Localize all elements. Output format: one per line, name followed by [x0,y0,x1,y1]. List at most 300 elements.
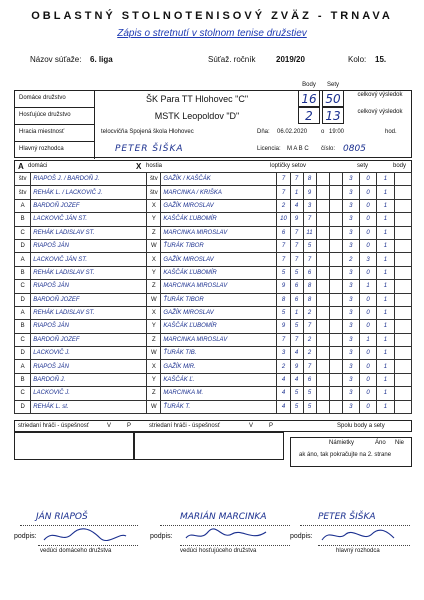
remarks-box [290,437,412,467]
referee-sign-label: podpis: [290,533,313,540]
points-home: 1 [377,226,394,239]
away-player-name: MARCINKA MIROSLAV [161,226,277,239]
away-player-slot: X [147,253,161,266]
away-tag: X [136,162,142,171]
home-subs-p: P [127,423,132,429]
set-score: 1 [290,186,303,199]
remarks-no[interactable]: Nie [395,440,405,446]
set-score [329,266,342,279]
set-score [316,320,329,333]
points-away [394,320,411,333]
set-score: 9 [290,360,303,373]
sets-won-home: 3 [342,266,359,279]
home-player-slot: C [15,280,31,293]
match-row [15,280,412,293]
home-player-slot: A [15,306,31,319]
match-row [15,320,412,333]
license-options: M A B C [287,146,309,152]
set-score [329,293,342,306]
sets-won-home: 3 [342,293,359,306]
set-score: 8 [303,173,316,186]
sets-won-away: 0 [359,387,376,400]
points-home: 1 [377,199,394,212]
referee-name: PETER ŠIŠKA [318,512,376,522]
referee-label: Hlavný rozhodca [15,142,95,159]
points-home: 1 [377,333,394,346]
set-score: 5 [303,387,316,400]
home-subs-box [14,432,134,460]
sets-won-away: 0 [359,360,376,373]
home-player-slot: C [15,226,31,239]
set-score [316,239,329,252]
home-body-value: 16 [301,92,317,106]
points-home: 1 [377,186,394,199]
points-away [394,186,411,199]
set-score [329,199,342,212]
points-away [394,173,411,186]
season-value: 2019/20 [276,55,305,64]
set-score [316,280,329,293]
set-score [316,186,329,199]
away-player-name: KAŠČÁK ĽUBOMÍR [161,320,277,333]
referee-sign-line [318,545,410,546]
home-team-label: Domáce družstvo [15,91,95,108]
points-home: 1 [377,347,394,360]
points-home: 1 [377,266,394,279]
away-player-name: MARCINKA MIROSLAV [161,333,277,346]
set-score: 4 [277,373,290,386]
sets-won-away: 1 [359,280,376,293]
points-home: 1 [377,239,394,252]
match-row [15,387,412,400]
home-player-name: RIAPOŠ JÁN [31,239,147,252]
venue-value: telocvičňa Spojená škola Hlohovec [101,129,194,135]
set-score [316,347,329,360]
away-player-name: MARCINKA / KRIŠKA [161,186,277,199]
home-player-name: RIAPOŠ JÁN [31,360,147,373]
home-player-slot: A [15,199,31,212]
match-row [15,360,412,373]
sets-won-away: 0 [359,347,376,360]
points-away [394,306,411,319]
away-player-slot: X [147,199,161,212]
points-home: 1 [377,306,394,319]
home-player-slot: D [15,347,31,360]
form-subtitle: Zápis o stretnutí v stolnom tenise družstiev [117,28,307,39]
away-subs-label: striedaní hráči - úspešnosť [149,423,220,429]
away-team-value: MSTK Leopoldov "D" [154,111,240,121]
away-subs-box [134,432,284,460]
points-away [394,293,411,306]
match-row [15,400,412,413]
home-leader-name: JÁN RIAPOŠ [36,512,88,522]
sets-won-away: 0 [359,400,376,413]
match-row [15,306,412,319]
set-score [316,387,329,400]
away-player-slot: Z [147,226,161,239]
set-score: 5 [290,266,303,279]
sety-header: Sety [326,82,339,88]
set-score: 7 [290,226,303,239]
points-home: 1 [377,293,394,306]
points-home: 1 [377,320,394,333]
set-score [329,280,342,293]
away-player-name: KAŠČÁK ĽUBOMÍR [161,213,277,226]
away-player-slot: X [147,360,161,373]
sets-won-away: 0 [359,239,376,252]
home-leader-caption: vedúci domáceho družstva [40,548,112,554]
set-score: 4 [290,373,303,386]
set-score [316,173,329,186]
set-score: 6 [290,280,303,293]
away-player-slot: W [147,400,161,413]
home-player-name: LACKOVIČ JÁN ST. [31,213,147,226]
set-score: 11 [303,226,316,239]
home-player-slot: C [15,333,31,346]
away-player-name: GAŽÍK MIROSLAV [161,199,277,212]
match-row [15,347,412,360]
body-header: Body [302,82,316,88]
home-signature-image [40,526,130,546]
points-away [394,199,411,212]
set-score [329,320,342,333]
home-sety-value: 50 [325,92,341,106]
points-away [394,280,411,293]
away-player-slot: W [147,239,161,252]
set-score [316,253,329,266]
sets-won-home: 3 [342,347,359,360]
set-score: 6 [303,266,316,279]
set-score: 5 [277,306,290,319]
sets-won-home: 3 [342,199,359,212]
referee-value: PETER ŠIŠKA [115,144,184,154]
sets-won-home: 3 [342,239,359,252]
set-score: 7 [277,239,290,252]
set-score [329,387,342,400]
set-score: 1 [290,306,303,319]
sets-won-away: 0 [359,213,376,226]
set-score: 9 [290,213,303,226]
match-row [15,186,412,199]
home-player-name: BARDOŇ JOZEF [31,293,147,306]
set-score [329,333,342,346]
sets-won-away: 0 [359,226,376,239]
remarks-continue: ak áno, tak pokračujte na 2. strane [299,452,392,458]
away-player-slot: Y [147,266,161,279]
set-score: 6 [290,293,303,306]
home-player-slot: D [15,239,31,252]
set-score: 3 [277,347,290,360]
home-player-name: BARDOŇ J. [31,373,147,386]
sets-won-home: 3 [342,360,359,373]
home-player-slot: D [15,400,31,413]
referee-caption: hlavný rozhodca [336,548,380,554]
away-player-slot: Y [147,373,161,386]
set-score [329,360,342,373]
set-score: 5 [303,239,316,252]
match-row [15,173,412,186]
subs-row [14,420,412,432]
away-player-slot: Y [147,213,161,226]
set-score: 7 [290,253,303,266]
match-row [15,293,412,306]
away-player-name: ŤURÁK T. [161,400,277,413]
away-subs-v: V [249,423,254,429]
set-points-label: loptičky setov [270,163,307,169]
home-tag: A [18,162,24,171]
round-value: 15. [375,55,387,64]
points-away [394,266,411,279]
points-home: 1 [377,213,394,226]
sets-won-away: 0 [359,306,376,319]
match-row [15,199,412,212]
away-body-cell [298,107,320,124]
match-info-block [14,90,412,158]
match-row [15,333,412,346]
set-score: 6 [277,226,290,239]
set-score: 7 [277,186,290,199]
overall-label-home: celkový výsledok [357,92,403,98]
away-subs-p: P [269,423,274,429]
points-away [394,333,411,346]
sets-won-away: 0 [359,293,376,306]
away-team-label: Hosťujúce družstvo [15,108,95,125]
sety-column-label: sety [357,163,369,169]
home-player-name: BARDOŇ JOZEF [31,199,147,212]
set-score [316,373,329,386]
set-score: 9 [277,320,290,333]
home-player-name: REHÁK LADISLAV ST. [31,266,147,279]
match-table [14,172,412,414]
set-score [316,199,329,212]
home-player-slot: B [15,373,31,386]
set-score [316,306,329,319]
remarks-yes[interactable]: Áno [375,440,386,446]
away-signature-image [182,526,272,546]
home-sign-label: podpis: [14,533,37,540]
set-score [329,186,342,199]
set-score: 5 [290,400,303,413]
set-score: 5 [290,387,303,400]
time-label: o [321,129,325,135]
date-label: Dňa: [257,129,270,135]
away-player-name: MARCINKA MIROSLAV [161,280,277,293]
away-player-name: ŤURÁK TIBOR [161,239,277,252]
home-player-slot: B [15,266,31,279]
set-score: 7 [290,173,303,186]
set-score: 2 [277,360,290,373]
home-body-cell [298,90,320,107]
set-score [329,347,342,360]
home-player-slot: D [15,293,31,306]
round-label: Kolo: [348,55,367,64]
away-player-name: KAŠČÁK Ľ. [161,373,277,386]
form-title: OBLASTNÝ STOLNOTENISOVÝ ZVÄZ - TRNAVA [31,10,393,22]
set-score [316,213,329,226]
points-away [394,226,411,239]
away-player-name: GAŽÍK MIROSLAV [161,253,277,266]
grid-header [14,160,412,172]
away-sety-cell [322,107,344,124]
home-player-name: LACKOVIČ JÁN ST. [31,253,147,266]
sets-won-away: 0 [359,320,376,333]
away-player-slot: W [147,347,161,360]
time-unit: hod. [385,129,397,135]
sets-won-home: 3 [342,306,359,319]
set-score: 2 [303,333,316,346]
sets-won-home: 3 [342,373,359,386]
sets-won-home: 2 [342,253,359,266]
points-away [394,239,411,252]
sets-won-away: 3 [359,253,376,266]
sets-won-home: 3 [342,280,359,293]
set-score: 7 [277,333,290,346]
set-score [316,293,329,306]
league-label: Názov súťaže: [30,55,82,64]
match-row [15,239,412,252]
away-player-name: KAŠČÁK ĽUBOMÍR [161,266,277,279]
venue-label: Hracia miestnosť [15,125,95,142]
set-score: 8 [303,293,316,306]
set-score: 9 [303,186,316,199]
set-score: 4 [290,347,303,360]
points-home: 1 [377,360,394,373]
home-player-slot: B [15,320,31,333]
match-row [15,373,412,386]
away-column-label: hostia [146,163,163,169]
points-home: 1 [377,373,394,386]
home-player-name: RIAPOŠ J. / BARDOŇ J. [31,173,147,186]
license-label: Licencia: [257,146,281,152]
points-home: 1 [377,400,394,413]
season-label: Súťaž. ročník [208,55,256,64]
set-score [329,253,342,266]
match-row [15,213,412,226]
set-score: 6 [303,373,316,386]
sets-won-away: 1 [359,333,376,346]
license-number-value: 0805 [343,144,366,154]
points-away [394,387,411,400]
away-leader-name: MARIÁN MARCINKA [180,512,267,522]
away-player-slot: W [147,293,161,306]
away-player-slot: Y [147,320,161,333]
meta-line [30,55,410,69]
home-player-name: REHÁK L. / LACKOVIČ J. [31,186,147,199]
away-player-slot: Z [147,333,161,346]
sets-won-home: 3 [342,333,359,346]
home-player-name: REHÁK L. st. [31,400,147,413]
away-player-slot: Z [147,280,161,293]
set-score: 8 [303,280,316,293]
away-sety-value: 13 [325,109,341,123]
sets-won-home: 3 [342,320,359,333]
set-score: 7 [277,253,290,266]
set-score: 2 [303,306,316,319]
set-score: 7 [303,320,316,333]
sets-won-away: 0 [359,173,376,186]
sets-won-home: 3 [342,226,359,239]
set-score: 7 [290,239,303,252]
set-score: 9 [277,280,290,293]
set-score: 10 [277,213,290,226]
body-column-label: body [393,163,407,169]
home-sety-cell [322,90,344,107]
set-score: 2 [303,347,316,360]
referee-signature-image [318,526,398,546]
set-score [329,226,342,239]
set-score [316,400,329,413]
away-player-slot: štv [147,173,161,186]
set-score [329,400,342,413]
set-score: 4 [277,400,290,413]
points-away [394,400,411,413]
set-score: 5 [277,266,290,279]
home-team-value: ŠK Para TT Hlohovec "C" [145,94,249,104]
remarks-label: Námietky [329,440,355,446]
home-player-name: REHÁK LADISLAV ST. [31,306,147,319]
set-score: 8 [277,293,290,306]
away-player-slot: Z [147,387,161,400]
home-player-slot: štv [15,173,31,186]
match-row [15,253,412,266]
set-score: 3 [303,199,316,212]
set-score [316,360,329,373]
set-score [329,213,342,226]
sets-won-home: 3 [342,186,359,199]
set-score [329,306,342,319]
away-leader-caption: vedúci hosťujúceho družstva [180,548,257,554]
set-score [329,173,342,186]
away-player-name: GAŽÍK MIROSLAV [161,306,277,319]
set-score: 7 [290,333,303,346]
sets-won-home: 3 [342,400,359,413]
away-player-name: ŤURÁK TIB. [161,347,277,360]
home-player-name: RIAPOŠ JÁN [31,320,147,333]
set-score: 5 [290,320,303,333]
away-player-name: ŤURÁK TIBOR [161,293,277,306]
sets-won-home: 3 [342,173,359,186]
away-player-name: GAŽÍK MIR. [161,360,277,373]
set-score: 7 [277,173,290,186]
set-score: 7 [303,253,316,266]
home-player-name: REHÁK LADISLAV ST. [31,226,147,239]
set-score: 2 [277,199,290,212]
home-sign-line [38,545,138,546]
sets-won-home: 3 [342,213,359,226]
home-player-name: RIAPOŠ JÁN [31,280,147,293]
points-away [394,213,411,226]
match-row [15,266,412,279]
set-score: 7 [303,213,316,226]
away-player-name: GAŽÍK / KAŠČÁK [161,173,277,186]
away-body-value: 2 [305,109,313,123]
sets-won-away: 0 [359,186,376,199]
sets-won-away: 0 [359,199,376,212]
away-sign-line [180,545,290,546]
away-player-slot: X [147,306,161,319]
set-score [316,266,329,279]
points-away [394,253,411,266]
points-home: 1 [377,280,394,293]
home-player-slot: štv [15,186,31,199]
set-score: 4 [290,199,303,212]
league-value: 6. liga [90,55,113,64]
points-home: 1 [377,253,394,266]
set-score [316,333,329,346]
home-player-slot: B [15,213,31,226]
license-number-label: číslo: [321,146,336,152]
away-player-slot: štv [147,186,161,199]
